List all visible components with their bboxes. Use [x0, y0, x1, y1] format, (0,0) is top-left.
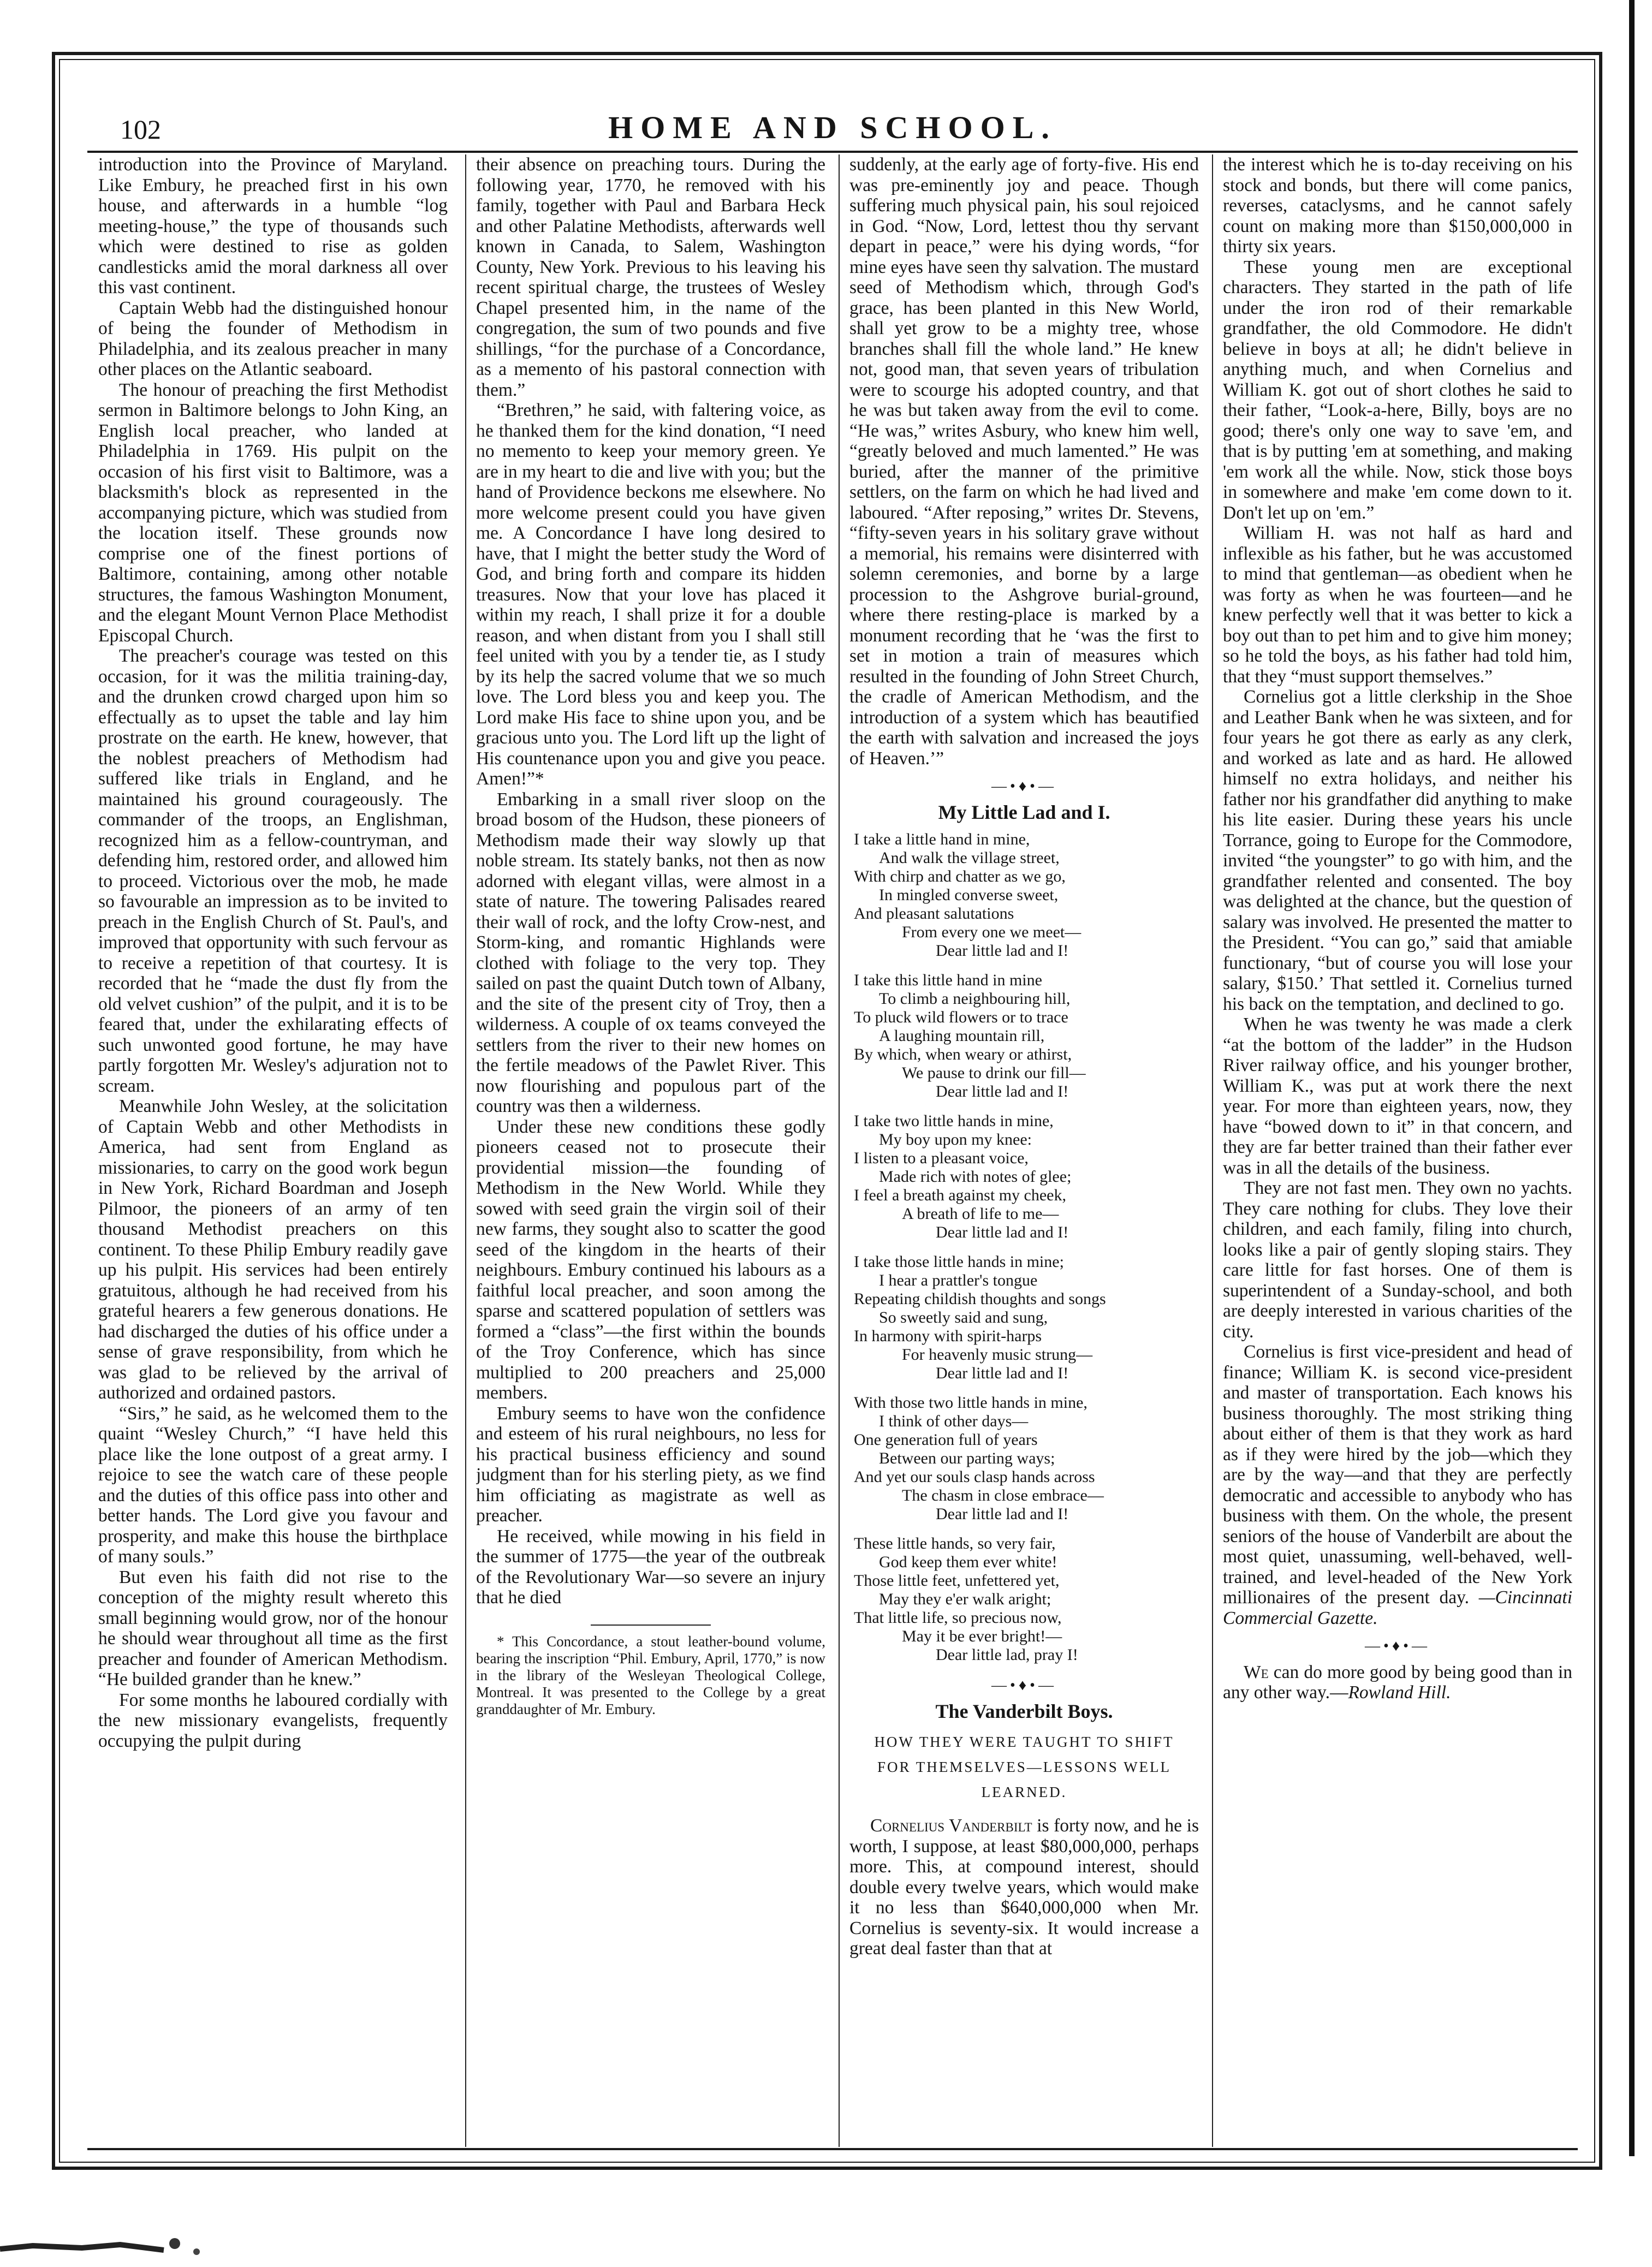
running-title: HOME AND SCHOOL.: [608, 110, 1057, 145]
paragraph: Embarking in a small river sloop on the broad bosom of the Hudson, these pioneers of Methodism made their way slowly up that noble stream. Its stately banks, not then as now adorned with elegant villas, were almost in a state of nature. The towering Palisades reared their wall of rock, and the lofty Crow-nest, and Storm-king, and romantic Highlands were clothed with foliage to the very top. They sailed on past the quaint Dutch town of Albany, and the site of the present city of Troy, then a wilderness. A couple of ox teams conveyed the settlers from the river to their new homes on the fertile meadows of the Pawlet River. This now flourishing and populous part of the country was then a wilderness.: [476, 789, 825, 1116]
column-divider: [839, 154, 840, 2147]
article-subtitle: HOW THEY WERE TAUGHT TO SHIFT FOR THEMSELVES—LESSONS WELL LEARNED.: [874, 1734, 1174, 1800]
poem-line: Repeating childish thoughts and songs: [854, 1290, 1106, 1308]
poem-line: These little hands, so very fair,: [854, 1534, 1056, 1552]
poem-stanza: [854, 971, 1199, 1101]
poem-line: God keep them ever white!: [879, 1553, 1057, 1571]
header-rule: [87, 151, 1578, 153]
paragraph: Captain Webb had the distinguished honour of being the founder of Methodism in Philadelphia, and its zealous preacher in many other places on the Atlantic seaboard.: [98, 297, 448, 379]
footer-rule: [87, 2148, 1578, 2150]
poem-line: By which, when weary or athirst,: [854, 1045, 1072, 1063]
paragraph: suddenly, at the early age of forty-five. His end was pre-eminently joy and peace. Though suffering much physical pain, his soul rejoiced in God. “Now, Lord, lettest thou thy servant depart in peace,” were his dying words, “for mine eyes have seen thy salvation. The mustard seed of Methodism which, through God's grace, has been planted in this New World, shall yet grow to be a mighty tree, whose branches shall fill the whole land.” He knew not, good man, that seven years of tribulation were to scourge his adopted country, and that he was but taken away from the evil to come. “He was,” writes Asbury, who knew him well, “greatly beloved and much lamented.” He was buried, after the manner of the primitive settlers, on the farm on which he had lived and laboured. “After reposing,” writes Dr. Stevens, “fifty-seven years in his solitary grave without a memorial, his remains were disinterred with solemn ceremonies, and borne by a large procession to the Ashgrove burial-ground, where there resting-place is marked by a monument recording that he ‘was the first to set in motion a train of measures which resulted in the founding of John Street Church, the cradle of American Methodism, and the introduction of a system which has beautified the earth with salvation and increased the joys of Heaven.’”: [849, 154, 1199, 769]
paragraph: He received, while mowing in his field in the summer of 1775—the year of the outbreak of the Revolutionary War—so severe an injury that he died: [476, 1526, 825, 1608]
paragraph: These young men are exceptional characters. They started in the path of life under the iron rod of their remarkable grandfather, the old Commodore. He didn't believe in boys at all; he didn't believe in anything much, and when Cornelius and William K. got out of short clothes he said to their father, “Look-a-here, Billy, boys are no good; there's only one way to save 'em, and that is by putting 'em at something, and making 'em work all the while. Now, stick those boys in somewhere and make 'em come down to it. Don't let up on 'em.”: [1223, 257, 1572, 523]
poem-line: That little life, so precious now,: [854, 1609, 1062, 1627]
poem-line: I take two little hands in mine,: [854, 1112, 1054, 1130]
paragraph: “Brethren,” he said, with faltering voice, as he thanked them for the kind donation, “I need no memento to keep your memory green. Ye are in my heart to die and live with you; but the hand of Providence beckons me elsewhere. No more welcome present could you have given me. A Concordance I have long desired to have, that I might the better study the Word of God, and bring forth and compare its hidden treasures. Now that your love has placed it within my reach, I shall prize it for a double reason, and when distant from you I shall still feel united with you by a tender tie, as I study by its help the sacred volume that we so much love. The Lord bless you and keep you. The Lord make His face to shine upon you, and be gracious unto you. The Lord lift up the light of His countenance upon you and give you peace. Amen!”*: [476, 400, 825, 789]
paragraph-text: is forty now, and he is worth, I suppose, at least $80,000,000, perhaps more. This, at compound interest, should double every twelve years, which would make it no less than $640,000,000 when Mr. Cornelius is seventy-six. It would increase a great deal faster than that at: [849, 1816, 1199, 1959]
footnote: * This Concordance, a stout leather-bound volume, bearing the inscription “Phil. Embury, April, 1770,” is now in the library of the Wesleyan Theological College, Montreal. It was presented to the College by a great granddaughter of Mr. Embury.: [476, 1633, 825, 1717]
paragraph: [849, 1816, 1199, 1959]
paragraph: For some months he laboured cordially with the new missionary evangelists, frequently occupying the pulpit during: [98, 1689, 448, 1751]
poem-line: With those two little hands in mine,: [854, 1394, 1088, 1412]
paragraph: [1223, 1342, 1572, 1628]
column-divider: [465, 154, 466, 2147]
ornament-separator: —•♦•—: [991, 778, 1057, 795]
paragraph: “Sirs,” he said, as he welcomed them to the quaint “Wesley Church,” “I have held this place like the lone outpost of a great army. I rejoice to see the watch care of these people and the duties of this office pass into other and better hands. The Lord give you favour and prosperity, and make this house the birthplace of many souls.”: [98, 1403, 448, 1567]
poem-line: The chasm in close embrace—: [902, 1486, 1104, 1504]
poem-line: I think of other days—: [879, 1412, 1029, 1430]
poem-line: To climb a neighbouring hill,: [879, 990, 1071, 1008]
poem-line: May they e'er walk aright;: [879, 1590, 1051, 1608]
poem-line: Dear little lad and I!: [936, 1082, 1069, 1100]
poem-line: Dear little lad and I!: [936, 1223, 1069, 1241]
paragraph: They are not fast men. They own no yachts. They care nothing for clubs. They love their children, and each family, filing into church, looks like a pair of gently sloping stairs. They care little for fast horses. One of them is superintendent of a Sunday-school, and both are deeply interested in various charities of the city.: [1223, 1178, 1572, 1342]
poem-line: Dear little lad and I!: [936, 942, 1069, 960]
column-2: [476, 154, 825, 2147]
poem-line: My boy upon my knee:: [879, 1130, 1032, 1149]
poem-line: For heavenly music strung—: [902, 1346, 1093, 1364]
lead-words: We: [1244, 1662, 1269, 1682]
column-3: [849, 154, 1199, 2147]
paragraph-text: Cornelius is first vice-president and head of finance; William K. is second vice-president and master of transportation. Each knows his business thoroughly. The most striking thing about either of them is that they work as hard as if they were hired by the job—which they are by the way—and that they are perfectly democratic and accessible to anybody who has business with them. On the whole, the present seniors of the house of Vanderbilt are about the most quiet, unassuming, well-behaved, well-trained, and level-headed of the New York millionaires of the present day.: [1223, 1342, 1572, 1608]
poem-line: And yet our souls clasp hands across: [854, 1468, 1095, 1486]
lead-words: Cornelius Vanderbilt: [870, 1816, 1032, 1836]
poem-line: I listen to a pleasant voice,: [854, 1149, 1029, 1167]
poem-line: I take this little hand in mine: [854, 971, 1042, 989]
paragraph: their absence on preaching tours. During the following year, 1770, he removed with his family, together with Paul and Barbara Heck and other Palatine Methodists, afterwards well known in Canada, to Salem, Washington County, New York. Previous to his leaving his recent spiritual charge, the trustees of Wesley Chapel presented him, in the name of the congregation, the sum of two pounds and five shillings, “for the purchase of a Concordance, as a memento of his pastoral connection with them.”: [476, 154, 825, 400]
poem-line: In harmony with spirit-harps: [854, 1327, 1042, 1345]
poem-stanza: [854, 1394, 1199, 1524]
poem-line: I take a little hand in mine,: [854, 830, 1030, 848]
poem-line: Those little feet, unfettered yet,: [854, 1572, 1060, 1590]
ornament-separator: —•♦•—: [1365, 1638, 1430, 1655]
page-edge-shadow: [1629, 0, 1635, 2156]
poem-stanza: [854, 830, 1199, 960]
poem-line: A laughing mountain rill,: [879, 1027, 1045, 1045]
poem: [854, 830, 1199, 1664]
poem-title: My Little Lad and I.: [938, 801, 1110, 823]
poem-line: Between our parting ways;: [879, 1449, 1055, 1467]
poem-line: Dear little lad, pray I!: [936, 1646, 1078, 1664]
page-number: 102: [120, 114, 161, 145]
paragraph: Cornelius got a little clerkship in the Shoe and Leather Bank when he was sixteen, and for four years he got there as early as any clerk, and worked as late and as hard. He allowed himself no extra holidays, and neither his father nor his grandfather did anything to make his lite easier. During these years his uncle Torrance, going to Europe for the Commodore, invited “the youngster” to go with him, and the grandfather relented and consented. The boy was delighted at the chance, but the question of salary was involved. He presented the matter to the President. “You can go,” said that amiable functionary, “but of course you will lose your salary, $150.’ That settled it. Cornelius turned his back on the temptation, and declined to go.: [1223, 687, 1572, 1014]
paragraph: But even his faith did not rise to the conception of the mighty result whereto this small beginning would grow, nor of the honour he should wear throughout all time as the first preacher and founder of American Methodism. “He builded grander than he knew.”: [98, 1567, 448, 1689]
poem-line: And pleasant salutations: [854, 905, 1014, 923]
column-1: [98, 154, 448, 2147]
poem-line: So sweetly said and sung,: [879, 1308, 1048, 1326]
paragraph: The honour of preaching the first Methodist sermon in Baltimore belongs to John King, an English local preacher, who landed at Philadelphia in 1769. His pulpit on the occasion of his first visit to Baltimore, was a blacksmith's block as represented in the accompanying picture, which was studied from the location itself. These grounds now comprise one of the finest portions of Baltimore, containing, among other notable structures, the famous Washington Monument, and the elegant Mount Vernon Place Methodist Episcopal Church.: [98, 379, 448, 646]
poem-line: Dear little lad and I!: [936, 1505, 1069, 1523]
poem-line: A breath of life to me—: [902, 1205, 1059, 1223]
poem-line: Dear little lad and I!: [936, 1364, 1069, 1382]
paragraph: Embury seems to have won the confidence and esteem of his rural neighbours, no less for his practical business efficiency and sound judgment than for his sterling piety, as we find him officiating as magistrate as well as preacher.: [476, 1403, 825, 1526]
paragraph: the interest which he is to-day receiving on his stock and bonds, but there will come panics, reverses, cataclysms, and he cannot safely count on making more than $150,000,000 in thirty six years.: [1223, 154, 1572, 257]
poem-line: With chirp and chatter as we go,: [854, 867, 1066, 885]
poem-line: I feel a breath against my cheek,: [854, 1186, 1066, 1204]
paragraph: The preacher's courage was tested on this occasion, for it was the militia training-day, and the drunken crowd charged upon him so effectually as to upset the table and lay him prostrate on the earth. He knew, however, that the noblest preachers of Methodism had suffered like trials in England, and he maintained his ground courageously. The commander of the troops, an Englishman, recognized him as a fellow-countryman, and defending him, restored order, and allowed him to proceed. Victorious over the mob, he made so favourable an impression as to be invited to preach in the English Church of St. Paul's, and improved that opportunity with such fervour as to receive a repetition of that courtesy. It is recorded that he “made the dust fly from the old velvet cushion” of the pulpit, and it is to be feared that, under the exhilarating effects of such unwonted good fortune, he may have partly forgotten Mr. Wesley's adjuration not to scream.: [98, 646, 448, 1096]
source-attribution: Rowland Hill.: [1348, 1682, 1451, 1703]
paragraph-text: can do more good by being good than in any other way.—: [1223, 1662, 1572, 1703]
column-divider: [1212, 154, 1213, 2147]
poem-line: In mingled converse sweet,: [879, 886, 1059, 904]
article-title: The Vanderbilt Boys.: [935, 1700, 1113, 1722]
footnote-rule: [591, 1625, 711, 1626]
poem-line: I take those little hands in mine;: [854, 1253, 1064, 1271]
paragraph: [1223, 1662, 1572, 1703]
poem-stanza: [854, 1534, 1199, 1664]
page-header: [87, 93, 1578, 153]
poem-stanza: [854, 1112, 1199, 1242]
ornament-separator: —•♦•—: [991, 1677, 1057, 1694]
paragraph: William H. was not half as hard and inflexible as his father, but he was accustomed to mind that gentleman—as obedient when he was forty as when he was fourteen—and he knew perfectly well that it was better to kick a boy out than to pet him and to give him money; so he told the boys, as his father had told him, that they “must support themselves.”: [1223, 523, 1572, 687]
poem-line: To pluck wild flowers or to trace: [854, 1008, 1068, 1026]
paragraph: When he was twenty he was made a clerk “at the bottom of the ladder” in the Hudson River railway office, and his younger brother, William K., was put at work there the next year. For more than eighteen years, now, they have “bowed down to it” in that concern, and they are far better trained than their father ever was in all the details of the business.: [1223, 1014, 1572, 1178]
poem-line: From every one we meet—: [902, 923, 1081, 941]
paragraph: introduction into the Province of Maryland. Like Embury, he preached first in his own house, and afterwards in a humble “log meeting-house,” the type of thousands such which were destined to rise as golden candlesticks amid the moral darkness all over this vast continent.: [98, 154, 448, 297]
poem-stanza: [854, 1253, 1199, 1383]
scan-debris: [0, 2189, 1652, 2267]
paragraph: Under these new conditions these godly pioneers ceased not to prosecute their providential mission—the founding of Methodism in the New World. While they sowed with seed grain the virgin soil of their new farms, they sought also to scatter the good seed of the kingdom in the hearts of their neighbours. Embury continued his labours as a faithful local preacher, and soon among the sparse and scattered population of settlers was formed a “class”—the first within the bounds of the Troy Conference, which has since multiplied to 200 preachers and 25,000 members.: [476, 1116, 825, 1403]
poem-line: And walk the village street,: [879, 849, 1060, 867]
poem-line: May it be ever bright!—: [902, 1627, 1062, 1645]
poem-line: We pause to drink our fill—: [902, 1064, 1086, 1082]
paragraph: Meanwhile John Wesley, at the solicitation of Captain Webb and other Methodists in America, had sent from England as missionaries, to carry on the good work begun in New York, Richard Boardman and Joseph Pilmoor, the pioneers of an army of ten thousand Methodist preachers on this continent. To these Philip Embury readily gave up his pulpit. His services had been entirely gratuitous, although he had received from his grateful hearers a few generous donations. He had discharged the duties of his office under a sense of grave responsibility, from which he was glad to be relieved by the arrival of authorized and ordained pastors.: [98, 1096, 448, 1403]
poem-line: Made rich with notes of glee;: [879, 1168, 1072, 1186]
column-4: [1223, 154, 1572, 2147]
poem-line: I hear a prattler's tongue: [879, 1271, 1038, 1289]
source-attribution: —Cincinnati Commercial Gazette.: [1223, 1587, 1572, 1628]
poem-line: One generation full of years: [854, 1431, 1038, 1449]
